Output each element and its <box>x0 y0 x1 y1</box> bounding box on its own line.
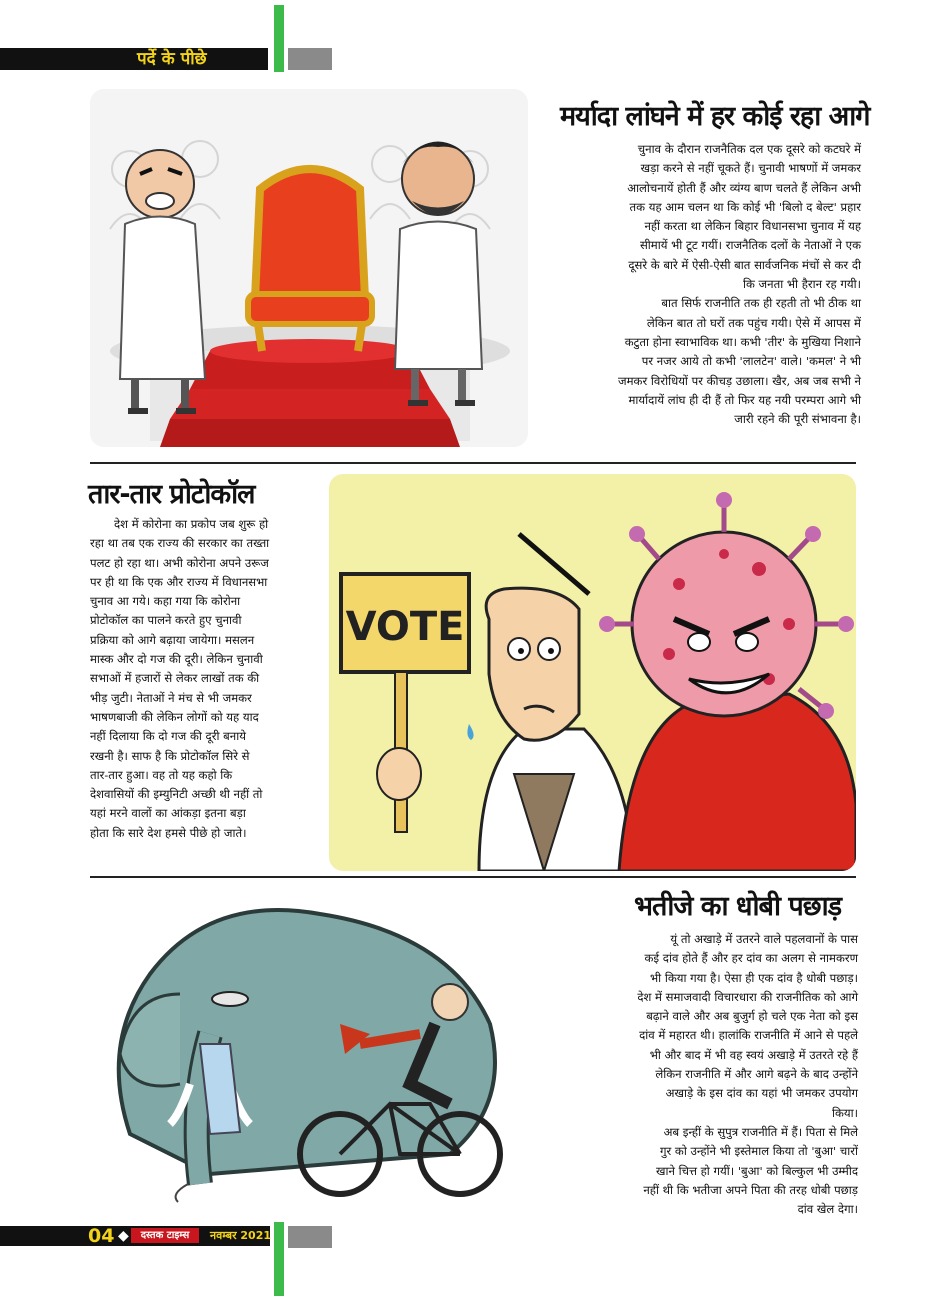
article2-line: चुनाव आ गये। कहा गया कि कोरोना <box>90 594 241 609</box>
article1-line: खड़ा करने से नहीं चूकते हैं। चुनावी भाषणों में जमकर <box>640 161 861 176</box>
article2-line: देशवासियों की इम्युनिटी अच्छी थी नहीं तो <box>90 787 263 802</box>
magazine-logo: दस्तक टाइम्स <box>131 1228 199 1243</box>
section-header-bar <box>0 48 268 70</box>
article2-line: पर ही था कि एक और राज्य में विधानसभा <box>90 574 268 589</box>
article2-line: तार-तार हुआ। वह तो यह कहो कि <box>90 767 233 782</box>
article2-line: भीड़ जुटी। नेताओं ने मंच से भी जमकर <box>90 690 252 705</box>
footer-gray-block <box>288 1226 332 1248</box>
article1-line: जमकर विरोधियों पर कीचड़ उछाला। खैर, अब जब सभी ने <box>618 373 861 388</box>
article1-line: जारी रहने की पूरी संभावना है। <box>734 412 861 427</box>
article1-line: कटुता होना स्वाभाविक था। कभी 'तीर' के मुखिया निशाने <box>624 334 861 349</box>
article2-line: रखनी है। साफ है कि प्रोटोकॉल सिरे से <box>90 748 250 763</box>
article3-title: भतीजे का धोबी पछाड़ <box>634 891 842 922</box>
article2-body <box>90 515 315 843</box>
article3-line: कई दांव होते हैं और हर दांव का अलग से नामकरण <box>644 951 858 966</box>
article2-line: होता कि सारे देश हमसे पीछे हो जाते। <box>90 825 247 840</box>
article1-line: पर नजर आये तो कभी 'लालटेन' वाले। 'कमल' ने भी <box>641 354 861 369</box>
article3-body <box>560 930 858 1219</box>
header-gray-block <box>288 48 332 70</box>
article1-line: तक यह आम चलन था कि कोई भी 'बिलो द बेल्ट' प्रहार <box>629 199 861 214</box>
article1-title: मर्यादा लांघने में हर कोई रहा आगे <box>560 101 870 132</box>
vote-sign-label: VOTE <box>345 604 465 650</box>
section-divider <box>90 876 856 878</box>
article2-line: नहीं दिलाया कि दो गज की दूरी बनाये <box>90 729 246 744</box>
article3-line: देश में समाजवादी विचारधारा की राजनीतिक को आगे <box>637 989 858 1004</box>
cartoon-elephant-cycle-image <box>90 884 545 1207</box>
article2-line: रहा था तब एक राज्य की सरकार का तख्ता <box>90 536 270 551</box>
article2-line: मास्क और दो गज की दूरी। लेकिन चुनावी <box>90 652 263 667</box>
cartoon-throne-image <box>90 89 528 447</box>
article1-line: चुनाव के दौरान राजनैतिक दल एक दूसरे को कटघरे में <box>637 142 861 156</box>
article3-line: भी और बाद में भी वह स्वयं अखाड़े में उतरते रहे हैं <box>649 1047 858 1062</box>
article3-line: गुर को उन्होंने भी इस्तेमाल किया तो 'बुआ' चारों <box>659 1144 858 1159</box>
article2-line: यहां मरने वालों का आंकड़ा इतना बड़ा <box>90 806 246 821</box>
article2-line: देश में कोरोना का प्रकोप जब शुरू हो <box>114 517 269 531</box>
article3-line: अब इन्हीं के सुपुत्र राजनीति में हैं। पिता से मिले <box>663 1124 858 1139</box>
article3-line: खाने चित्त हो गयीं। 'बुआ' को बिल्कुल भी उम्मीद <box>655 1163 858 1178</box>
article3-line: दांव खेल देगा। <box>797 1202 858 1217</box>
article1-line: सीमायें भी टूट गयीं। राजनैतिक दलों के नेताओं ने एक <box>639 238 861 253</box>
article2-line: प्रोटोकॉल का पालने करते हुए चुनावी <box>90 613 242 628</box>
article3-line: लेकिन राजनीति में और आगे बढ़ने के बाद उन्होंने <box>655 1067 858 1082</box>
article1-line: कि जनता भी हैरान रह गयी। <box>742 277 861 292</box>
article3-line: नहीं थी कि भतीजा अपने पिता की तरह धोबी पछाड़ <box>643 1182 858 1197</box>
article3-line: बढ़ाने वाले और अब बुजुर्ग हो चले एक नेता को इस <box>646 1009 858 1024</box>
footer-bullet-icon: ◆ <box>118 1228 129 1244</box>
section-divider <box>90 462 856 464</box>
article3-line: अखाड़े के इस दांव का यहां भी जमकर उपयोग <box>665 1086 858 1101</box>
article1-line: नहीं करता था लेकिन बिहार विधानसभा चुनाव में यह <box>644 219 861 234</box>
article3-line: दांव में महारत थी। हालांकि राजनीति में आने से पहले <box>639 1028 858 1043</box>
page-number: 04 <box>88 1225 115 1247</box>
article1-line: मार्यादायें लांघ ही दी हैं तो फिर यह नयी परम्परा आगे भी <box>628 392 861 407</box>
article3-line: किया। <box>831 1105 858 1120</box>
article2-line: प्रक्रिया को आगे बढ़ाया जायेगा। मसलन <box>90 632 255 647</box>
article2-line: पलट हो रहा था। अभी कोरोना अपने उरूज <box>90 555 269 570</box>
article2-line: सभाओं में हजारों से लेकर लाखों तक की <box>90 671 260 686</box>
article1-line: दूसरे के बारे में ऐसी-ऐसी बात सार्वजनिक मंचों से कर दी <box>628 257 861 272</box>
cartoon-corona-vote-image <box>329 474 856 871</box>
issue-date: नवम्बर 2021 <box>210 1229 272 1242</box>
article1-body <box>548 140 861 429</box>
article2-title: तार-तार प्रोटोकॉल <box>88 479 255 510</box>
article1-line: आलोचनायें होती हैं और व्यंग्य बाण चलते हैं लेकिन अभी <box>627 180 861 195</box>
article1-line: लेकिन बात तो घरों तक पहुंच गयी। ऐसे में आपस में <box>646 315 861 330</box>
article2-line: भाषणबाजी की लेकिन लोगों को यह याद <box>90 709 259 724</box>
green-accent-rule-top <box>274 5 284 72</box>
section-label: पर्दे के पीछे <box>137 49 207 69</box>
article3-line: भी किया गया है। ऐसा ही एक दांव है धोबी पछाड़। <box>649 970 858 985</box>
article3-line: यूं तो अखाड़े में उतरने वाले पहलवानों के पास <box>670 932 858 946</box>
article1-line: बात सिर्फ राजनीति तक ही रहती तो भी ठीक था <box>661 296 861 311</box>
green-accent-rule-bottom <box>274 1222 284 1296</box>
